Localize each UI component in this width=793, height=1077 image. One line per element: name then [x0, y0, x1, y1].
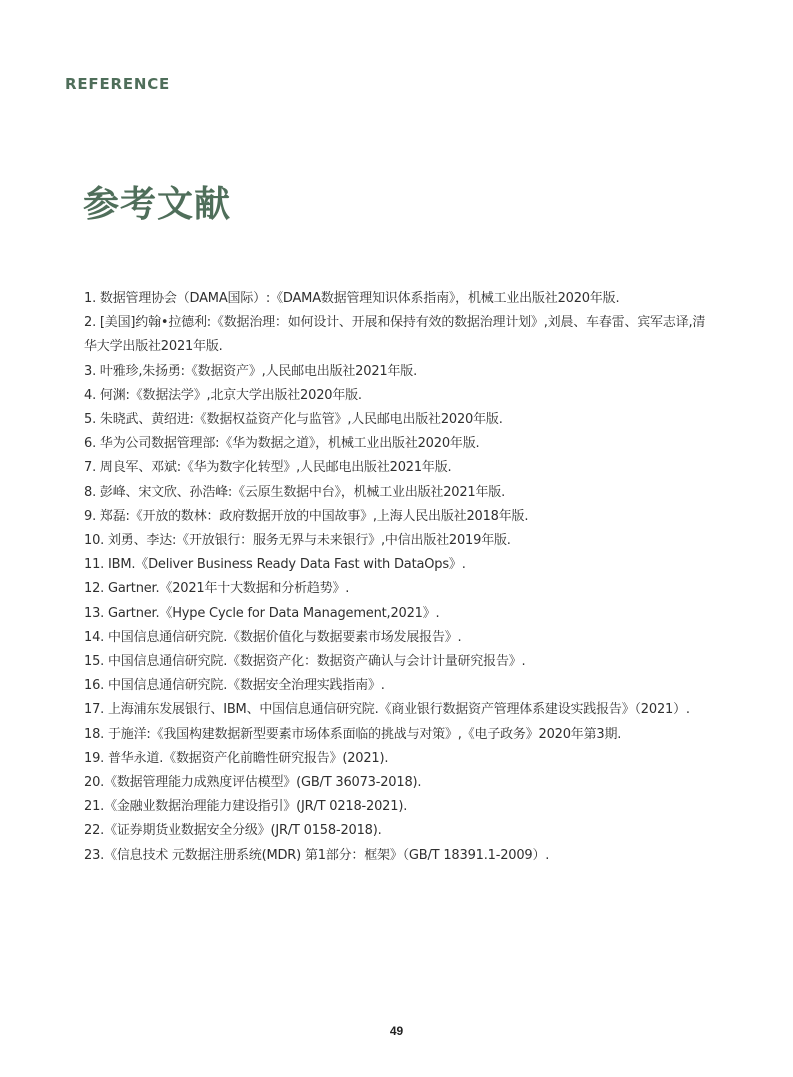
reference-list [84, 287, 714, 868]
reference-item: 17. 上海浦东发展银行、IBM、中国信息通信研究院.《商业银行数据资产管理体系建设实践报告》（2021）. [84, 702, 690, 718]
reference-item: 5. 朱晓武、黄绍进:《数据权益资产化与监管》,人民邮电出版社2020年版. [84, 412, 503, 428]
reference-item: 23.《信息技术 元数据注册系统(MDR) 第1部分：框架》（GB/T 18391.1-2009）. [84, 847, 550, 863]
reference-item: 15. 中国信息通信研究院.《数据资产化：数据资产确认与会计计量研究报告》. [84, 654, 526, 670]
section-label: REFERENCE [65, 75, 171, 93]
reference-item: 6. 华为公司数据管理部:《华为数据之道》，机械工业出版社2020年版. [84, 436, 480, 452]
reference-item: 10. 刘勇、李达:《开放银行：服务无界与未来银行》,中信出版社2019年版. [84, 533, 511, 549]
reference-item: 18. 于施洋:《我国构建数据新型要素市场体系面临的挑战与对策》,《电子政务》2020年第3期. [84, 726, 622, 742]
page-number: 49 [389, 1024, 404, 1038]
reference-item: 22.《证券期货业数据安全分级》(JR/T 0158-2018). [84, 823, 382, 839]
reference-item: 8. 彭峰、宋文欣、孙浩峰:《云原生数据中台》，机械工业出版社2021年版. [84, 484, 506, 500]
reference-item: 19. 普华永道.《数据资产化前瞻性研究报告》(2021). [84, 750, 389, 766]
reference-item: 20.《数据管理能力成熟度评估模型》(GB/T 36073-2018). [84, 775, 422, 791]
reference-item: 1. 数据管理协会（DAMA国际）:《DAMA数据管理知识体系指南》，机械工业出版社2020年版. [84, 291, 620, 306]
reference-item: 16. 中国信息通信研究院.《数据安全治理实践指南》. [84, 678, 385, 694]
reference-item: 7. 周良军、邓斌:《华为数字化转型》,人民邮电出版社2021年版. [84, 460, 452, 476]
reference-item: 13. Gartner.《Hype Cycle for Data Management,2021》. [84, 605, 440, 621]
reference-item: 3. 叶雅珍,朱扬勇:《数据资产》,人民邮电出版社2021年版. [84, 363, 417, 379]
reference-item: 21.《金融业数据治理能力建设指引》(JR/T 0218-2021). [84, 799, 408, 815]
page-title: 参考文献 [83, 184, 232, 225]
reference-item: 2. [美国]约翰•拉德利:《数据治理：如何设计、开展和保持有效的数据治理计划》,刘晨、车春雷、宾军志译,清华大学出版社2021年版. [84, 315, 706, 355]
reference-item: 9. 郑磊:《开放的数林：政府数据开放的中国故事》,上海人民出版社2018年版. [84, 508, 529, 524]
reference-item: 11. IBM.《Deliver Business Ready Data Fast with DataOps》. [84, 557, 466, 573]
reference-item: 12. Gartner.《2021年十大数据和分析趋势》. [84, 581, 350, 597]
reference-item: 14. 中国信息通信研究院.《数据价值化与数据要素市场发展报告》. [84, 629, 462, 645]
reference-item: 4. 何渊:《数据法学》,北京大学出版社2020年版. [84, 387, 362, 403]
